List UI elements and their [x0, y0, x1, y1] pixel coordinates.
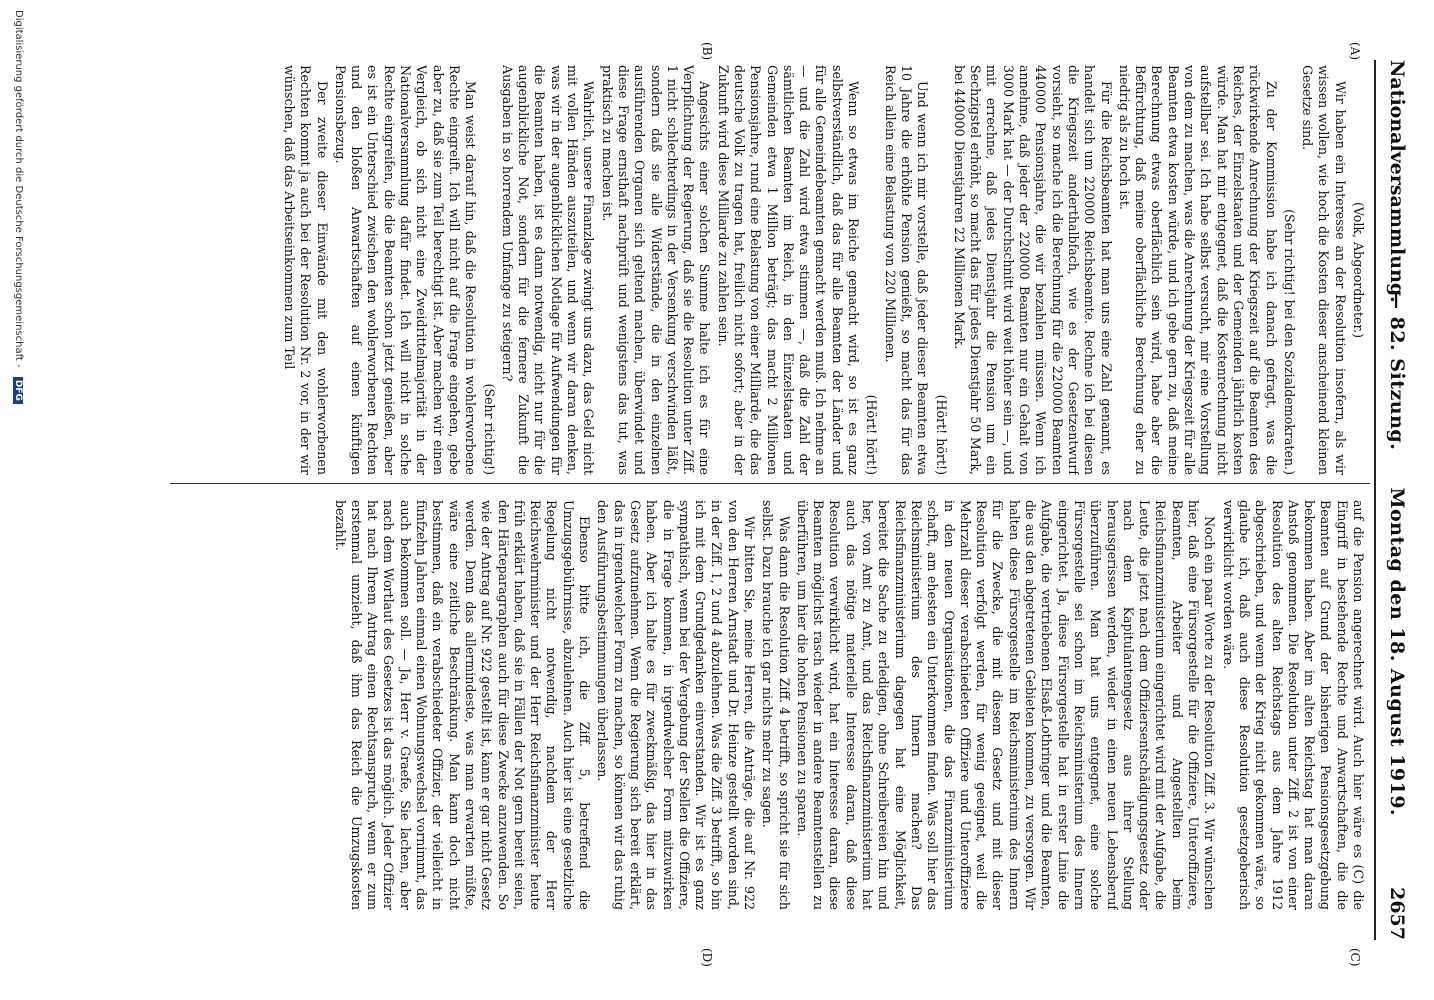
margin-mark-a: (A) — [1348, 42, 1362, 61]
header-date: Montag den 18. August 1919. — [1386, 487, 1408, 817]
paragraph: Für die Reichsbeamten hat man uns eine Zahl genannt, es handelt sich um 220000 Reichsbeamte. Rechne ich bei diesen die Kriegszeit anderthalbfach, wie es der Gesetzentwurf vorsieht, so mache ich die Berechnung für die 220000 Beamten 440000 Pensionsjahre, die wir bezahlen müssen. Wenn ich annehme, daß jeder der 220000 Beamten nur ein Gehalt von 3000 Mark hat — der Durchschnitt wird weit höher sein —, und mit errechne, daß jedes Dienstjahr die Pension um ein Sechzigstel erhöht, so macht das für jedes Dienstjahr 50 Mark, bei 440000 Dienstjahren 22 Millionen Mark. — [951, 65, 1114, 475]
footer-text: Digitalisierung gefördert durch die Deutsche Forschungsgemeinschaft - — [13, 10, 24, 368]
left-column — [186, 65, 1366, 475]
paragraph: Noch ein paar Worte zu der Resolution Ziff. 3. Wir wünschen hier, daß eine Fürsorgestelle für die Offiziere, Unteroffiziere, Beamten, Arbeiter und Angestellten beim Reichsfinanzministerium eingerichtet wird mit der Aufgabe, die Leute, die jetzt nach dem Offiziersentschädigungsgesetz oder nach dem Kapitulantengesetz aus ihrer Stellung herausgerissen werden, wieder in einen neuen Lebensberuf überzuführen. Man hat uns entgegnet, eine solche Fürsorgestelle sei schon im Reichsministerium des Innern eingerichtet. Ja, diese Fürsorgestelle hat in erster Linie die Aufgabe, die vertriebenen Elsaß-Lothringer und die Beamten, die aus den abgetretenen Gebieten kommen, zu versorgen. Wir halten diese Fürsorgestelle im Reichsministerium des Innern für die Zwecke, die mit diesem Gesetz und mit dieser Resolution verfolgt werden, für wenig geeignet, weil die Mehrzahl dieser verabschiedeten Offiziere und Unteroffiziere in den neuen Organisationen, die das Finanzministerium schafft, am ehesten ein Unterkommen finden. Was soll hier das Reichsministerium des Innern machen? Das Reichsfinanzministerium dagegen hat eine Möglichkeit, bereitet die Sache zu erledigen, ohne Schreibereien hin und her, von Amt zu Amt, und das Reichsfinanzministerium hat auch das nötige materielle Interesse daran, daß diese Resolution verwirklicht wird, hat ein Interesse daran, diese Beamten möglichst rasch wieder in andere Beamtenstellen zu überführen, um hier die hohen Pensionen zu sparen. — [794, 500, 1218, 910]
paragraph: Wir bitten Sie, meine Herren, die Anträge, die auf Nr. 922 von den Herren Arnstadt und Dr. Heinze gestellt worden sind, in der Ziff. 1, 2 und 4 abzulehnen. Was die Ziff. 3 betrifft, so bin ich mit dem Grundgedanken einverstanden. Wir ist es ganz sympathisch, wenn bei der Vergebung der Stellen die Offiziere, die in Frage kommen, in irgendwelcher Form mitzuwirken haben. Aber ich halte es für zweckmäßig, das hier in das Gesetz aufzunehmen. Wenn die Regierung sich bereit erklärt, das in irgendwelcher Form zu machen, so können wir das ruhig den Ausführungsbestimmungen überlassen. — [595, 500, 758, 910]
paragraph: Wenn so etwas im Reiche gemacht wird, so ist es ganz selbstverständlich, daß das für alle Beamten der Länder und für alle Gemeindebeamten gemacht werden muß. Ich nehme an — und die Zahl wird etwa stimmen —, daß die Zahl der sämtlichen Beamten im Reich, in den Einzelstaaten und Gemeinden etwa 1 Million beträgt; das macht 2 Millionen Pensionsjahre, rund eine Belastung von einer Milliarde, die das deutsche Volk zu tragen hat, freilich nicht sofort; aber in der Zukunft wird diese Milliarde zu zahlen sein. — [715, 65, 862, 475]
paragraph: (Volk, Abgeordneter.) — [1351, 201, 1366, 339]
digitization-footer — [13, 10, 24, 990]
interjection: (Hört! hört!) — [933, 394, 949, 475]
margin-mark-b: (B) — [700, 42, 714, 61]
page-header — [1374, 60, 1412, 940]
header-title: Nationalversammlung. — [1386, 60, 1408, 303]
paragraph: Wahrlich, unsere Finanzlage zwingt uns dazu, das Geld nicht mit vollen Händen auszuteilen, und wenn wir daran denken, was wir in der augenblicklichen Notlage für Aufwendungen für die Beamten haben, ist es dann notwendig, nicht nur für die augenblickliche Not, sondern für die fernere Zukunft die Ausgaben in so horrendem Umfange zu steigern? — [499, 65, 597, 475]
interjection: (Sehr richtig! bei den Sozialdemokraten.) — [1281, 209, 1297, 475]
paragraph: auf die Pension angerechnet wird. Auch hier wäre es (C) die Eingriff in bestehende Rechte und Anwartschaften, die die Beamten auf Grund der bisherigen Pensionsgesetzgebung bekommen haben. Aber im alten Reichstag hat man daran Anstoß genommen. Die Resolution unter Ziff. 2 ist von einer Resolution des alten Reichstags aus dem Jahre 1912 abgeschrieben, und wenn der Krieg nicht gekommen wäre, so glaube ich, daß auch diese Resolution gesetzgeberisch verwirklicht worden wäre. — [1220, 500, 1366, 910]
paragraph: Angesichts einer solchen Summe halte ich es für eine Verpflichtung der Regierung, daß sie die Resolution unter Ziff. 1 nicht schlechterdings in der Versenkung verschwinden läßt, sondern daß sie alle Widerstände, die in den einzelnen ausführenden Organen sich geltend machen, überwindet und diese Frage ernsthaft nachprüft und wenigstens das tut, was praktisch zu machen ist. — [599, 65, 713, 475]
paragraph: Zu der Kommission habe ich danach gefragt, was die rückwirkende Anrechnung der Kriegszeit auf die Beamten des Reiches, der Einzelstaaten und der Gemeinden jährlich kosten würde. Man hat mir entgegnet, daß die Kostenrechnung nicht aufstellbar sei. Ich habe selbst versucht, mir eine Vorstellung von dem zu machen, was die Anrechnung der Kriegszeit für alle Beamten etwa kosten würde, und ich gebe gern zu, daß meine Berechnung etwas oberflächlich sein wird, habe aber die Befürchtung, daß meine oberflächliche Berechnung eher zu niedrig als zu hoch ist. — [1116, 65, 1279, 475]
column-divider — [170, 483, 1370, 484]
header-session-number: — 82. Sitzung. — [1386, 290, 1408, 451]
header-session — [1386, 290, 1408, 816]
interjection: (Sehr richtig!) — [481, 383, 497, 475]
paragraph: Ebenso bitte ich, die Ziff. 5, betreffend die Umzugsgebührnisse, abzulehnen. Auch hier ist eine gesetzliche Regelung nicht notwendig, nachdem der Herr Reichswehrminister und der Herr Reichsfinanzminister heute früh erklärt haben, daß sie in Fällen der Not gern bereit seien, den Härteparagraphen auch für diese Zwecke anzuwenden. So wie der Antrag auf Nr. 922 gestellt ist, kann er gar nicht Gesetz werden. Denn das allermindeste, was man erwarten müßte, wäre eine zeitliche Beschränkung. Man kann doch nicht bestimmen, daß ein verabschiedeter Offizier, der vielleicht in fünfzehn Jahren einmal einen Wohnungswechsel vornimmt, das auch bekommen soll. — Ja, Herr v. Graefe, Sie lachen, aber nach dem Wortlaut des Gesetzes ist das möglich. Jeder Offizier hat nach Ihrem Antrag einen Rechtsanspruch, wenn er zum erstenmal umzieht, daß ihm das Reich die Umzugskosten bezahlt. — [332, 500, 593, 910]
margin-mark-c: (C) — [1348, 948, 1362, 967]
dfg-logo: DFG — [13, 377, 23, 404]
right-column — [186, 500, 1366, 910]
paragraph: Man weist darauf hin, daß die Resolution in wohlerworbene Rechte eingreift. Ich will nicht auf die Frage eingehen, gebe aber zu, daß sie zum Teil berechtigt ist. Aber machen wir einen Vergleich, ob sich nicht eine Zweidrittelmajorität in der Nationalversammlung dafür findet. Ich will nicht in solche Rechte eingreifen, die die Beamten schon jetzt genießen, aber es ist ein Unterschied zwischen den wohlerworbenen Rechten und den bloßen Anwartschaften auf einen künftigen Pensionsbezug. — [332, 65, 479, 475]
paragraph: Der zweite dieser Einwände mit den wohlerworbenen Rechten kommt ja auch bei der Resolution Nr. 2 vor, in der wir wünschen, daß das Arbeitseinkommen zum Teil — [282, 65, 330, 475]
margin-mark-d: (D) — [700, 948, 714, 967]
paragraph: Wir haben ein Interesse an der Resolution insofern, als wir wissen wollen, wie hoch die Kosten dieser anscheinend kleinen Gesetze sind. — [1300, 65, 1348, 475]
interjection: (Hört! hört!) — [864, 394, 880, 475]
paragraph: Was dann die Resolution Ziff. 4 betrifft, so spricht sie für sich selbst. Dazu brauche ich gar nichts mehr zu sagen. — [760, 500, 792, 910]
paragraph: Und wenn ich mir vorstelle, daß jeder dieser Beamten etwa 10 Jahre die erhöhte Pension genießt, so macht das für das Reich allein eine Belastung von 220 Millionen. — [882, 65, 931, 475]
page-number: 2657 — [1386, 887, 1408, 940]
